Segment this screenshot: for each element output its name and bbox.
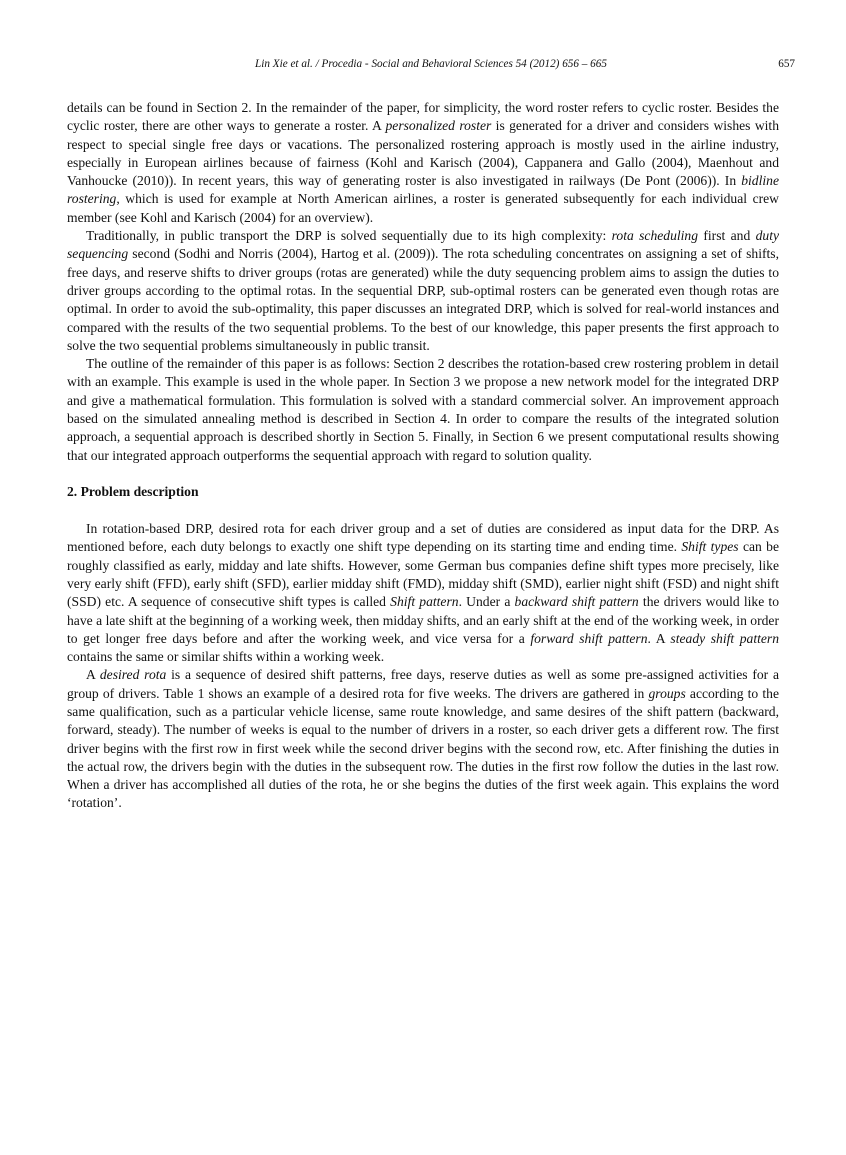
running-header (67, 58, 795, 74)
text-run: first and (698, 228, 756, 244)
italic-term: forward shift pattern (530, 630, 648, 646)
text-run: Traditionally, in public transport the DRP is solved sequentially due to its high complexity: (86, 228, 612, 244)
page-number: 657 (778, 58, 795, 70)
italic-term: Shift types (681, 539, 739, 555)
paragraph (67, 227, 779, 355)
italic-term: groups (648, 685, 686, 701)
text-run: is a sequence of desired shift patterns, free days, reserve duties as well as some pre-assigned activities for a group of drivers. Table 1 shows an example of a desired rota for five weeks. The drivers are gathered in (67, 667, 779, 701)
text-run: details can be found in Section 2. In the remainder of the paper, for simplicity, the word roster refers to cyclic roster. Besides the cyclic roster, there are other ways to generate a roster. A (67, 100, 779, 134)
text-run: can be roughly classified as early, midday and late shifts. However, some German bus companies define shift types more precisely, like very early shift (FFD), early shift (SFD), earlier midday shift (FMD), midday shift (SMD), earlier night shift (FSD) and night shift (SSD) etc. A sequence of consecutive shift types is called (67, 539, 779, 610)
italic-term: bidline rostering (67, 173, 779, 207)
text-run: contains the same or similar shifts within a working week. (67, 649, 385, 665)
text-run: the drivers would like to have a late shift at the beginning of a working week, then midday shifts, and an early shift at the end of the working week, in order to get longer free days before and after the working week, and vice versa for a (67, 594, 779, 646)
italic-term: steady shift pattern (670, 630, 780, 646)
paragraph (67, 355, 779, 465)
paragraph (67, 520, 779, 666)
text-run: is generated for a driver and considers wishes with respect to special single free days or vacations. The personalized rostering approach is mostly used in the airline industry, especially in European airlines because of fairness (Kohl and Karisch (2004), Cappanera and Gallo (2004), Maenhout and Vanhoucke (2010)). In recent years, this way of generating roster is also investigated in railways (De Pont (2006)). In (67, 118, 779, 189)
text-run: . Under a (458, 594, 515, 610)
italic-term: personalized roster (385, 118, 492, 134)
italic-term: backward shift pattern (514, 594, 639, 610)
text-run: according to the same qualification, such as a particular vehicle license, same route knowledge, and same desires of the shift pattern (backward, forward, steady). The number of weeks is equal to the number of drivers in a roster, so each driver gets a different row. The first driver begins with the first row in first week while the second driver begins with the second row, etc. After finishing the duties in the actual row, the drivers begin with the duties in the subsequent row. The duties in the first row follow the duties in the last row. When a driver has accomplished all duties of the rota, he or she begins the duties of the first week again. This explains the word ‘rotation’. (67, 685, 780, 811)
italic-term: desired rota (99, 667, 167, 683)
text-run: . A (647, 630, 671, 646)
italic-term: Shift pattern (390, 594, 459, 610)
text-run: second (Sodhi and Norris (2004), Hartog et al. (2009)). The rota scheduling concentrates on assigning a set of shifts, free days, and reserve shifts to driver groups (rotas are generated) while the duty sequencing problem aims to assign the duties to driver groups according to the optimal rotas. In the sequential DRP, sub-optimal rosters can be generated even though rotas are optimal. In order to avoid the sub-optimality, this paper discusses an integrated DRP, which is solved for real-world instances and compared with the results of the two sequential problems. To the best of our knowledge, this paper presents the first approach to solve the two sequential problems simultaneously in public transit. (67, 246, 779, 353)
text-run: In rotation-based DRP, desired rota for each driver group and a set of duties are considered as input data for the DRP. As mentioned before, each duty belongs to exactly one shift type depending on its starting time and ending time. (67, 521, 779, 555)
paragraph (67, 666, 779, 812)
text-run: 2. Problem description (67, 484, 199, 500)
paragraph (67, 99, 779, 227)
text-run: The outline of the remainder of this paper is as follows: Section 2 describes the rotation-based crew rostering problem in detail with an example. This example is used in the whole paper. In Section 3 we propose a new network model for the integrated DRP and give a mathematical formulation. This formulation is solved with a standard commercial solver. An improvement approach based on the simulated annealing method is described in Section 4. In order to compare the results of the integrated solution approach, a sequential approach is described shortly in Section 5. Finally, in Section 6 we present computational results showing that our integrated approach outperforms the sequential approach with regard to solution quality. (67, 356, 779, 463)
text-run: , which is used for example at North American airlines, a roster is generated subsequently for each individual crew member (see Kohl and Karisch (2004) for an overview). (67, 191, 779, 225)
text-run: A (86, 667, 100, 683)
body-text (67, 99, 779, 813)
italic-term: rota scheduling (611, 228, 699, 244)
italic-term: duty sequencing (67, 228, 779, 262)
running-title: Lin Xie et al. / Procedia - Social and Behavioral Sciences 54 (2012) 656 – 665 (255, 58, 607, 70)
section-heading (67, 483, 779, 501)
